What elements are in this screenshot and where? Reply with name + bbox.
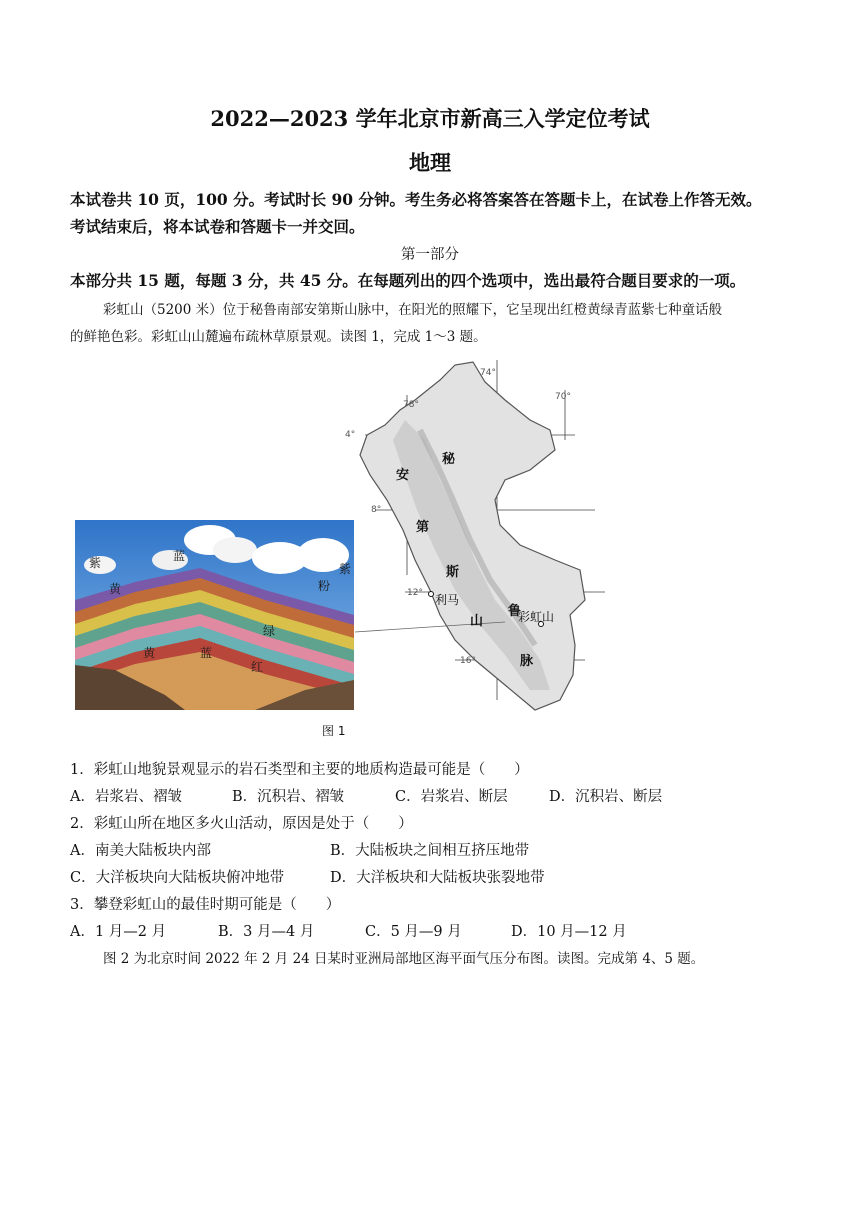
rainbow-mountain-photo — [75, 520, 354, 710]
peru-map-graphic — [345, 360, 800, 720]
map-label-an: 安 — [396, 468, 410, 483]
passage-2-line-1: 图 2 为北京时间 2022 年 2 月 24 日某时亚洲局部地区海平面气压分布图。读图。完成第 4、5 题。 — [103, 951, 705, 967]
question-3-option-c[interactable]: C．5 月—9 月 — [365, 924, 462, 940]
question-3-stem: 3．攀登彩虹山的最佳时期可能是（ ） — [70, 897, 341, 913]
photo-label-3: 蓝 — [173, 549, 186, 563]
photo-label-5: 蓝 — [200, 646, 213, 660]
map-label-shan: 山 — [470, 614, 484, 629]
photo-label-1: 紫 — [89, 556, 102, 570]
lat-12-label: 12° — [407, 588, 423, 598]
question-3-option-b[interactable]: B．3 月—4 月 — [218, 924, 315, 940]
lon-74-label: 74° — [480, 368, 496, 378]
question-2-option-d[interactable]: D．大洋板块和大陆板块张裂地带 — [330, 870, 545, 886]
figure-1-caption: 图 1 — [322, 724, 346, 738]
question-3-option-d[interactable]: D．10 月—12 月 — [511, 924, 627, 940]
question-1-option-a[interactable]: A．岩浆岩、褶皱 — [70, 789, 182, 805]
map-label-lu: 鲁 — [508, 604, 522, 619]
map-label-bi: 秘 — [442, 452, 456, 467]
lon-70-label: 70° — [555, 392, 571, 402]
photo-label-7: 红 — [251, 660, 264, 674]
question-1-stem: 1．彩虹山地貌景观显示的岩石类型和主要的地质构造最可能是（ ） — [70, 762, 529, 778]
photo-label-4: 黄 — [143, 646, 156, 660]
section-title: 第一部分 — [401, 247, 459, 263]
map-label-di: 第 — [416, 520, 430, 535]
lon-78-label: 78° — [403, 400, 419, 410]
question-2-option-a[interactable]: A．南美大陆板块内部 — [70, 843, 211, 859]
photo-label-8: 粉 — [318, 579, 331, 593]
question-1-option-b[interactable]: B．沉积岩、褶皱 — [232, 789, 345, 805]
map-label-si: 斯 — [446, 565, 460, 580]
intro-line-2: 考试结束后，将本试卷和答题卡一并交回。 — [70, 217, 365, 236]
question-3-option-a[interactable]: A．1 月—2 月 — [70, 924, 167, 940]
photo-label-2: 黄 — [109, 582, 122, 596]
question-1-option-d[interactable]: D．沉积岩、断层 — [549, 789, 663, 805]
lat-8-label: 8° — [371, 505, 382, 515]
passage-1-line-1: 彩虹山（5200 米）位于秘鲁南部安第斯山脉中，在阳光的照耀下，它呈现出红橙黄绿青蓝紫七种童话般 — [103, 302, 723, 318]
lima-label: 利马 — [435, 593, 460, 607]
rainbow-mountain-label: 彩虹山 — [518, 610, 555, 624]
photo-label-9: 紫 — [339, 562, 352, 576]
question-2-option-c[interactable]: C．大洋板块向大陆板块俯冲地带 — [70, 870, 285, 886]
intro-line-1: 本试卷共 10 页，100 分。考试时长 90 分钟。考生务必将答案答在答题卡上，在试卷上作答无效。 — [70, 190, 762, 209]
rainbow-mountain-illustration — [75, 520, 354, 710]
lat-4-label: 4° — [345, 430, 356, 440]
lat-16-label: 16° — [460, 656, 476, 666]
exam-title: 2022—2023 学年北京市新高三入学定位考试 — [210, 106, 650, 131]
photo-label-6: 绿 — [263, 624, 276, 638]
passage-1-line-2: 的鲜艳色彩。彩虹山山麓遍布疏林草原景观。读图 1，完成 1～3 题。 — [70, 329, 487, 345]
question-1-option-c[interactable]: C．岩浆岩、断层 — [395, 789, 508, 805]
question-2-stem: 2．彩虹山所在地区多火山活动，原因是处于（ ） — [70, 816, 413, 832]
subject-title: 地理 — [409, 150, 451, 175]
map-label-mai: 脉 — [520, 654, 534, 669]
section-description: 本部分共 15 题，每题 3 分，共 45 分。在每题列出的四个选项中，选出最符合题目要求的一项。 — [70, 271, 746, 290]
question-2-option-b[interactable]: B．大陆板块之间相互挤压地带 — [330, 843, 530, 859]
peru-map — [345, 360, 800, 720]
